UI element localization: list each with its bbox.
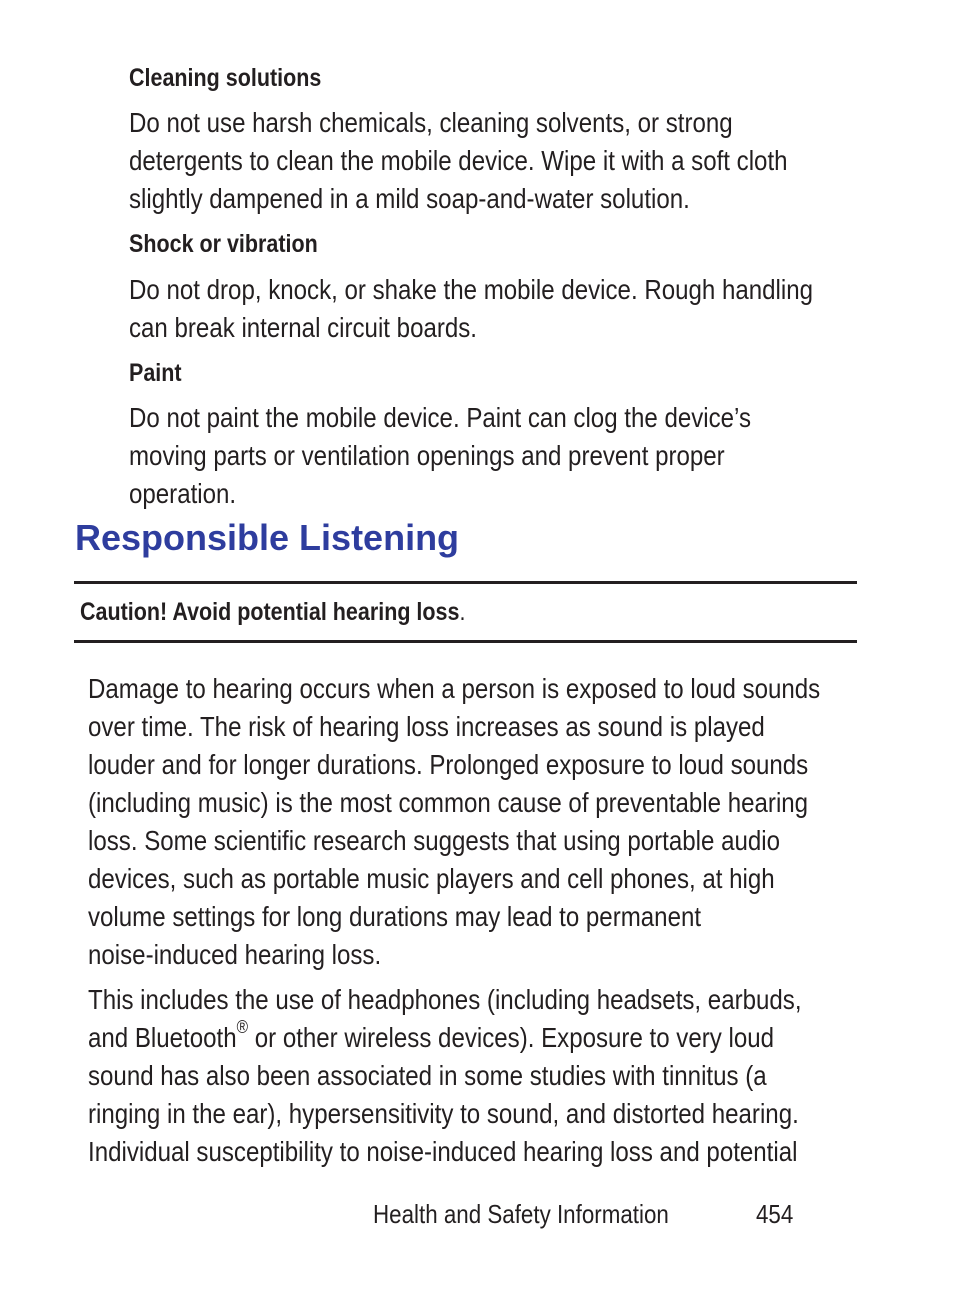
text-line: slightly dampened in a mild soap-and-water solution. xyxy=(129,183,690,214)
text-line: over time. The risk of hearing loss increases as sound is played xyxy=(88,711,765,742)
shock-vibration-paragraph xyxy=(129,271,851,347)
caution-bottom-rule xyxy=(74,640,857,643)
caution-top-rule xyxy=(74,581,857,584)
text-line: detergents to clean the mobile device. Wipe it with a soft cloth xyxy=(129,145,788,176)
text-line xyxy=(88,1016,862,1057)
page-number: 454 xyxy=(756,1199,794,1229)
text-line: (including music) is the most common cause of preventable hearing xyxy=(88,787,809,818)
registered-mark: ® xyxy=(236,1016,249,1037)
text-fragment: and Bluetooth xyxy=(88,1022,237,1053)
text-line: Do not use harsh chemicals, cleaning solvents, or strong xyxy=(129,107,733,138)
caution-note xyxy=(80,596,465,628)
text-line: Damage to hearing occurs when a person is exposed to loud sounds xyxy=(88,673,821,704)
text-line: can break internal circuit boards. xyxy=(129,312,478,343)
text-line: devices, such as portable music players and cell phones, at high xyxy=(88,863,775,894)
text-line: ringing in the ear), hypersensitivity to sound, and distorted hearing. xyxy=(88,1098,799,1129)
text-line: volume settings for long durations may lead to permanent xyxy=(88,901,702,932)
text-line: loss. Some scientific research suggests that using portable audio xyxy=(88,825,781,856)
paint-paragraph xyxy=(129,399,851,513)
cleaning-solutions-heading: Cleaning solutions xyxy=(129,64,322,92)
text-line: Do not drop, knock, or shake the mobile device. Rough handling xyxy=(129,274,814,305)
text-line: operation. xyxy=(129,478,237,509)
text-line: This includes the use of headphones (including headsets, earbuds, xyxy=(88,984,802,1015)
text-line: noise-induced hearing loss. xyxy=(88,939,382,970)
text-line: Individual susceptibility to noise-induced hearing loss and potential xyxy=(88,1136,798,1167)
footer-section-title: Health and Safety Information xyxy=(373,1199,669,1229)
caution-period: . xyxy=(459,598,466,626)
text-line: sound has also been associated in some studies with tinnitus (a xyxy=(88,1060,767,1091)
hearing-damage-paragraph xyxy=(88,670,862,974)
section-title: Responsible Listening xyxy=(75,517,460,558)
text-line: moving parts or ventilation openings and prevent proper xyxy=(129,440,725,471)
paint-heading: Paint xyxy=(129,359,182,387)
caution-label: Caution! Avoid potential hearing loss xyxy=(80,598,460,626)
shock-vibration-heading: Shock or vibration xyxy=(129,230,318,258)
text-line: louder and for longer durations. Prolonged exposure to loud sounds xyxy=(88,749,809,780)
cleaning-solutions-paragraph xyxy=(129,104,851,218)
text-line: Do not paint the mobile device. Paint can clog the device’s xyxy=(129,402,752,433)
headphones-paragraph xyxy=(88,981,862,1171)
text-fragment: or other wireless devices). Exposure to very loud xyxy=(248,1022,775,1053)
